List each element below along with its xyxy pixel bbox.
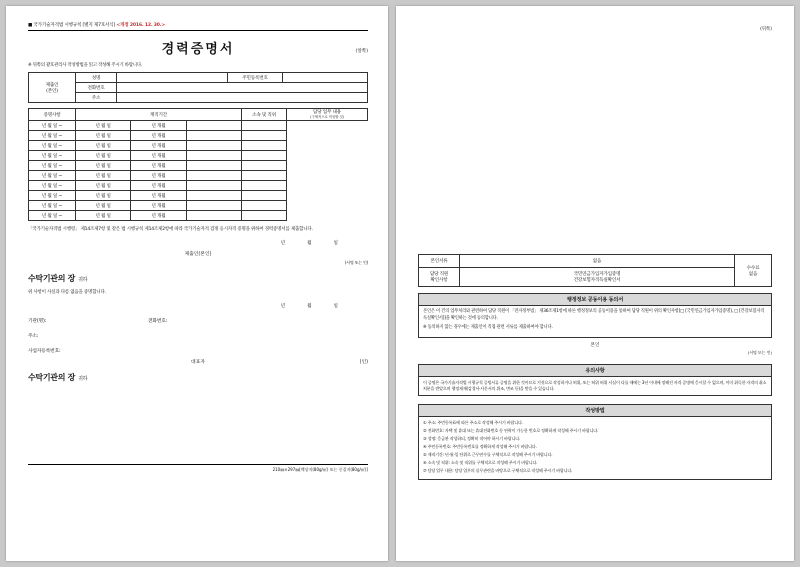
career-duty-value[interactable] [242, 191, 287, 201]
rrn-value[interactable] [283, 73, 368, 83]
consent-band-body [418, 306, 772, 338]
notice-band-body: 이 증명은 국가기술자격법 시행규칙 증빙서류 증명을 위한 것이므로 거짓으로 작성하거나 허위, 또는 허위 허위 사실이 다를 때에는 3년 이내에 정해진 자격 증명에 응시할 수 없으며, 이미 취득한 자격의 취소처분을 받았으며 행정제재(감경서·사문서의 위조, 변조 등)을 받을 수 있습니다. [418, 377, 772, 397]
career-period-header: 재직기간 [76, 109, 242, 121]
consent-text-note: ※ 동의하지 않는 경우에는 제출인이 직접 관련 서류를 제출하여야 합니다. [423, 324, 553, 330]
phone-label: 전화번호 [76, 83, 117, 93]
career-duration[interactable]: 년 개월 [131, 161, 186, 171]
address-value[interactable] [117, 93, 368, 103]
list-item: ⑥ 소속 및 직위: 소속 및 직위를 구체적으로 작성해 주시기 바랍니다. [423, 460, 538, 466]
self-docs-value: 없음 [460, 255, 735, 268]
career-duty-value[interactable] [242, 181, 287, 191]
career-duration[interactable]: 년 개월 [131, 141, 186, 151]
recipient-org-1-suffix: 귀하 [78, 276, 88, 283]
notice-band-title: 유의사항 [418, 364, 772, 377]
recipient-org-2-name: 수탁기관의 장 [28, 372, 76, 382]
career-duty-value[interactable] [242, 131, 287, 141]
list-item: ② 전화번호: 자택 및 휴대 또는 휴대전화번호 등 연락이 가능한 번호로 정확하게 작성해 주시기 바랍니다. [423, 428, 599, 434]
list-item: ③ 성명: 응급관 작성하되, 정확히 적어야 하시기 바랍니다. [423, 436, 521, 442]
career-duty-value[interactable] [242, 121, 287, 131]
recipient-org-2 [28, 372, 368, 383]
career-dept-value[interactable] [186, 191, 241, 201]
page-side-marker: (앞쪽) [355, 49, 368, 54]
date-year: 년 [280, 240, 286, 246]
ceo-label: 대표자 [191, 359, 205, 365]
career-dept-value[interactable] [186, 171, 241, 181]
career-duration[interactable]: 년 개월 [131, 181, 186, 191]
table-row [29, 83, 368, 93]
ceo-row [28, 358, 368, 365]
form-instruction-note: ※ 뒤쪽의 괄호관리사 작성방법을 읽고 작성해 주시기 바랍니다. [28, 63, 143, 68]
career-duration[interactable]: 년 개월 [131, 191, 186, 201]
howto-band-title: 작성방법 [418, 404, 772, 417]
table-row [29, 141, 368, 151]
career-duration[interactable]: 년 개월 [131, 121, 186, 131]
career-dept-value[interactable] [186, 201, 241, 211]
career-period-end[interactable]: 년 월 일 [76, 141, 131, 151]
org-phone-label: 전화번호: [148, 318, 168, 324]
table-row [29, 151, 368, 161]
certification-date-row [28, 303, 368, 309]
table-row [29, 171, 368, 181]
date2-month: 월 [307, 303, 312, 309]
back-page-body [418, 254, 772, 480]
page-title: 경력증명서 [161, 42, 235, 57]
table-row [29, 121, 368, 131]
career-period-end[interactable]: 년 월 일 [76, 181, 131, 191]
date-month: 월 [307, 240, 312, 246]
applicant-table [28, 72, 368, 103]
recipient-org-1 [28, 273, 368, 284]
self-docs-label: 본인서류 [419, 255, 460, 268]
career-period-end[interactable]: 년 월 일 [76, 201, 131, 211]
name-value[interactable] [117, 73, 228, 83]
consent-band-title: 행정정보 공동이용 동의서 [418, 293, 772, 306]
career-period-end[interactable]: 년 월 일 [76, 161, 131, 171]
consent-band [418, 293, 772, 356]
career-period-start[interactable]: 년 월 일 ~ [29, 121, 76, 131]
legal-statement: 「국가기술자격법 시행령」 제14조제7항 및 같은 법 시행규칙 제14조제2항에 따라 국가기술자격 검정 응시자격 증명을 위하여 경력증명서를 제출합니다. [28, 227, 313, 232]
date-day: 일 [333, 240, 338, 246]
table-row [29, 131, 368, 141]
table-row [29, 161, 368, 171]
table-header-row [29, 109, 368, 121]
career-row-body [29, 121, 368, 221]
applicant-section-label: 제출인 (본인) [29, 73, 76, 103]
list-item: ⑦ 담당 업무 내용: 담당 업무의 실무관련을 바탕으로 구체적으로 작성해 주시기 바랍니다. [423, 468, 573, 474]
career-period-end[interactable]: 년 월 일 [76, 211, 131, 221]
certification-statement: 위 사항이 사실과 다름 없음을 증명합니다. [28, 289, 106, 295]
org-bizno-label: 사업자등록번호: [28, 348, 61, 354]
form-reference-text: ■ 국가기술자격법 시행규칙 [별지 제7호서식] [28, 23, 117, 28]
career-section-label: 증명사항 [29, 109, 76, 121]
phone-value[interactable] [117, 83, 368, 93]
table-row [29, 201, 368, 211]
org-address-row [28, 332, 368, 339]
staff-check-value: 국민연금가입자가입증명 건강보험자격득실확인서 [460, 268, 735, 287]
recipient-org-2-suffix: 귀하 [78, 375, 88, 382]
career-period-start[interactable]: 년 월 일 ~ [29, 161, 76, 171]
consent-principal-label: 본인 [590, 342, 600, 348]
career-duty-value[interactable] [242, 141, 287, 151]
career-duty-value[interactable] [242, 151, 287, 161]
career-duration[interactable]: 년 개월 [131, 201, 186, 211]
career-period-start[interactable]: 년 월 일 ~ [29, 151, 76, 161]
address-label: 주소 [76, 93, 117, 103]
table-row [29, 211, 368, 221]
right-page [396, 6, 794, 561]
career-period-end[interactable]: 년 월 일 [76, 131, 131, 141]
howto-band [418, 404, 772, 480]
left-page [6, 6, 388, 561]
staff-check-label: 담당 직원 확인사항 [419, 268, 460, 287]
right-page-content [418, 22, 772, 32]
org-name-row [28, 317, 368, 324]
table-row [29, 93, 368, 103]
consent-sign-note: (서명 또는 인) [747, 349, 772, 355]
table-row [419, 268, 772, 287]
rrn-label: 주민등록번호 [228, 73, 283, 83]
org-name-label: 기관(명): [28, 318, 47, 324]
form-revision-date: <개정 2016. 12. 30.> [116, 23, 165, 28]
submitter-line [28, 250, 368, 257]
career-duration[interactable]: 년 개월 [131, 151, 186, 161]
list-item: ① 주소: 주민등록표에 따른 주소로 작성해 주시기 바랍니다. [423, 420, 523, 426]
career-period-start[interactable]: 년 월 일 ~ [29, 181, 76, 191]
header-divider [28, 30, 368, 31]
table-row [29, 181, 368, 191]
career-period-start[interactable]: 년 월 일 ~ [29, 191, 76, 201]
career-dept-header: 소속 및 직위 [242, 109, 287, 121]
career-duty-value[interactable] [242, 201, 287, 211]
career-period-end[interactable]: 년 월 일 [76, 121, 131, 131]
howto-band-body [418, 417, 772, 480]
form-legal-reference [28, 22, 368, 28]
table-row [419, 255, 772, 268]
career-duration[interactable]: 년 개월 [131, 131, 186, 141]
consent-info-table [418, 254, 772, 287]
career-duty-value[interactable] [242, 171, 287, 181]
career-dept-value[interactable] [186, 161, 241, 171]
org-address-label: 주소: [28, 333, 39, 339]
submitter-signature-note: (서명 또는 인) [344, 259, 368, 265]
page-side-marker-back: (뒤쪽) [760, 27, 772, 32]
name-label: 성명 [76, 73, 117, 83]
career-duration[interactable]: 년 개월 [131, 211, 186, 221]
career-dept-value[interactable] [186, 141, 241, 151]
left-page-content [28, 22, 368, 383]
career-period-start[interactable]: 년 월 일 ~ [29, 131, 76, 141]
career-dept-value[interactable] [186, 211, 241, 221]
paper-specification: 210㎜×297㎜[백상지(80g/㎡) 또는 중질지(80g/㎡)] [28, 464, 368, 473]
career-duty-value[interactable] [242, 211, 287, 221]
submission-date-row [28, 240, 368, 246]
career-period-end[interactable]: 년 월 일 [76, 151, 131, 161]
career-table [28, 108, 368, 221]
list-item: ⑤ 재직기간: 년·월·일 단위로 근무연수를 구체적으로 작성해 주시기 바랍니다. [423, 452, 553, 458]
career-duty-header: 담당 업무 내용 (구체적으로 작성할 것) [287, 109, 368, 121]
recipient-org-1-name: 수탁기관의 장 [28, 273, 76, 283]
table-row [29, 73, 368, 83]
table-row [29, 191, 368, 201]
career-period-start[interactable]: 년 월 일 ~ [29, 201, 76, 211]
career-dept-value[interactable] [186, 121, 241, 131]
career-duration[interactable]: 년 개월 [131, 171, 186, 181]
date2-year: 년 [280, 303, 286, 309]
career-period-start[interactable]: 년 월 일 ~ [29, 211, 76, 221]
ceo-seal: (인) [359, 359, 368, 365]
career-dept-value[interactable] [186, 131, 241, 141]
career-duty-value[interactable] [242, 161, 287, 171]
career-dept-value[interactable] [186, 151, 241, 161]
notice-band [418, 364, 772, 397]
fee-cell: 수수료 없음 [735, 255, 772, 287]
date2-day: 일 [333, 303, 338, 309]
career-period-end[interactable]: 년 월 일 [76, 171, 131, 181]
career-period-start[interactable]: 년 월 일 ~ [29, 141, 76, 151]
career-period-start[interactable]: 년 월 일 ~ [29, 171, 76, 181]
org-bizno-row [28, 347, 368, 354]
submitter-label: 제출인(본인) [184, 251, 212, 257]
career-dept-value[interactable] [186, 181, 241, 191]
consent-text-main: 본인은 이 건의 업무처리와 관련하여 담당 직원이 「전자정부법」 제36조제1항에 따른 행정정보의 공동이용을 통하여 담당 직원이 위의 확인사항[□ [국민연금가입자가입증명], □ [건강보험자격득실확인서]]을 확인하는 것에 동의합니다. [423, 309, 765, 321]
list-item: ④ 주민등록번호: 주민등록번호를 정확하게 작성해 주시기 바랍니다. [423, 444, 537, 450]
career-period-end[interactable]: 년 월 일 [76, 191, 131, 201]
